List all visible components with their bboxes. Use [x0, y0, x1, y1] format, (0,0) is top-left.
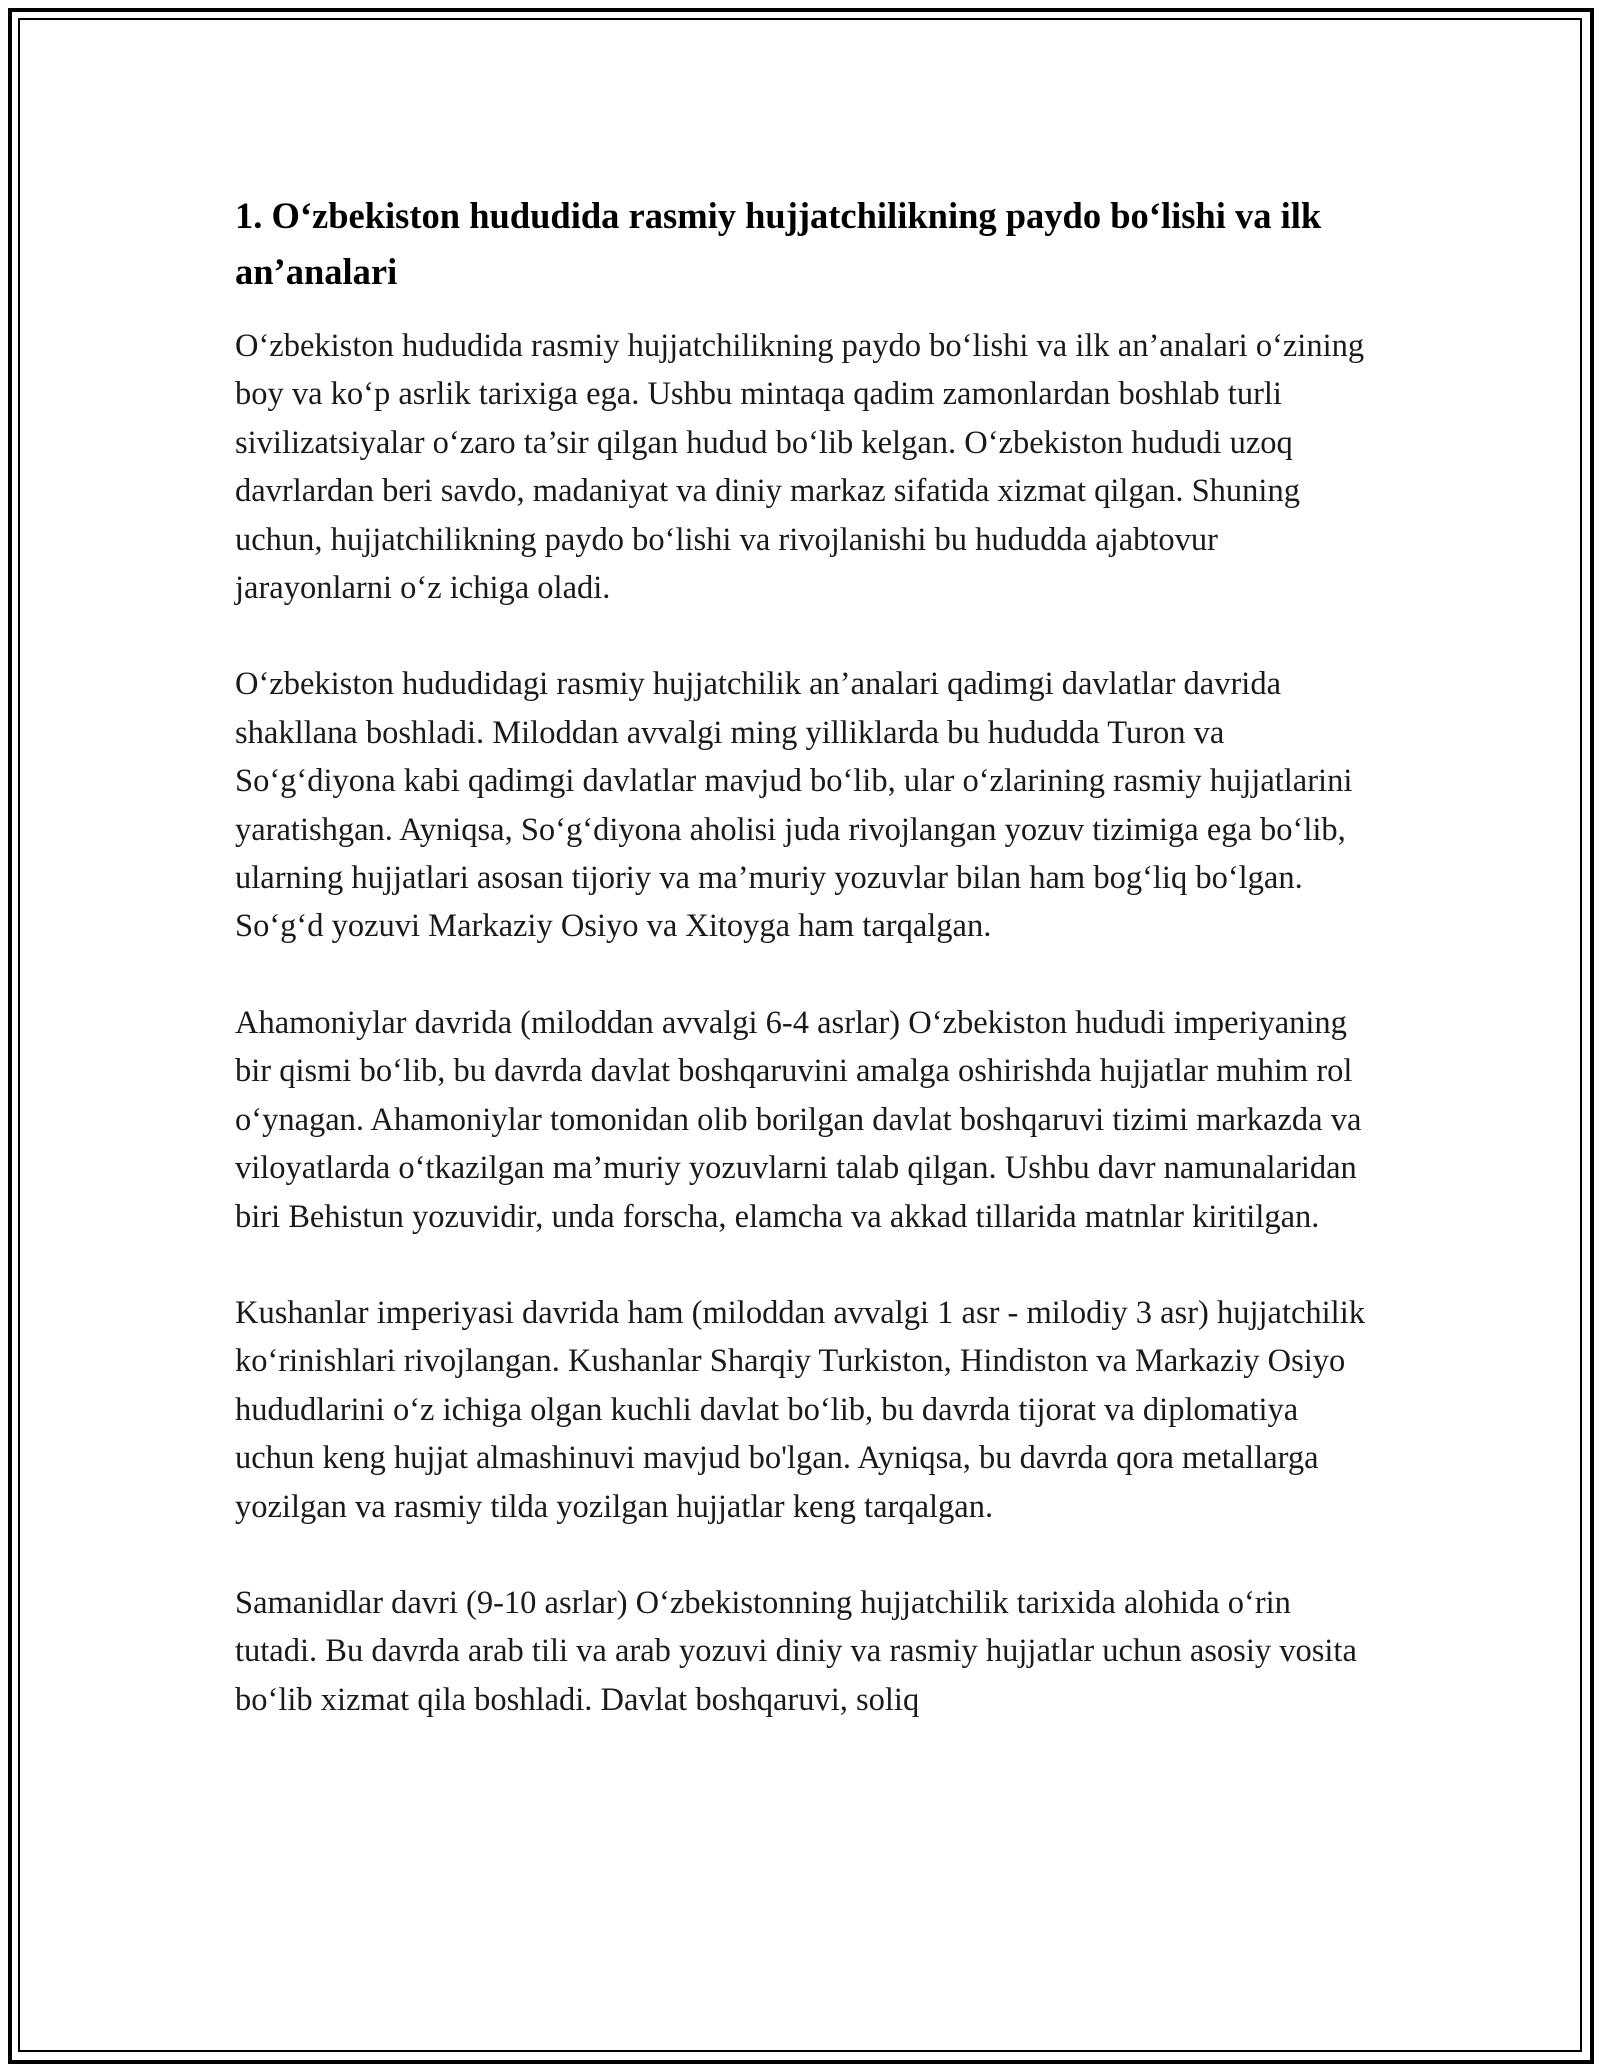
section-heading: 1. O‘zbekiston hududida rasmiy hujjatchilikning paydo bo‘lishi va ilk an’analari	[235, 195, 1322, 292]
document-body	[235, 188, 1370, 1724]
paragraph-1: O‘zbekiston hududida rasmiy hujjatchilikning paydo bo‘lishi va ilk an’analari o‘zining boy va ko‘p asrlik tarixiga ega. Ushbu mintaqa qadim zamonlardan boshlab turli sivilizatsiyalar o‘zaro ta’sir qilgan hudud bo‘lib kelgan. O‘zbekiston hududi uzoq davrlardan beri savdo, madaniyat va diniy markaz sifatida xizmat qilgan. Shuning uchun, hujjatchilikning paydo bo‘lishi va rivojlanishi bu hududda ajabtovur jarayonlarni o‘z ichiga oladi.	[235, 328, 1365, 607]
paragraph-2: O‘zbekiston hududidagi rasmiy hujjatchilik an’analari qadimgi davlatlar davrida shakllana boshladi. Miloddan avvalgi ming yilliklarda bu hududda Turon va So‘g‘diyona kabi qadimgi davlatlar mavjud bo‘lib, ular o‘zlarining rasmiy hujjatlarini yaratishgan. Ayniqsa, So‘g‘diyona aholisi juda rivojlangan yozuv tizimiga ega bo‘lib, ularning hujjatlari asosan tijoriy va ma’muriy yozuvlar bilan ham bog‘liq bo‘lgan. So‘g‘d yozuvi Markaziy Osiyo va Xitoyga ham tarqalgan.	[235, 666, 1353, 945]
paragraph-3: Ahamoniylar davrida (miloddan avvalgi 6-4 asrlar) O‘zbekiston hududi imperiyaning bir qismi bo‘lib, bu davrda davlat boshqaruvini amalga oshirishda hujjatlar muhim rol o‘ynagan. Ahamoniylar tomonidan olib borilgan davlat boshqaruvi tizimi markazda va viloyatlarda o‘tkazilgan ma’muriy yozuvlarni talab qilgan. Ushbu davr namunalaridan biri Behistun yozuvidir, unda forscha, elamcha va akkad tillarida matnlar kiritilgan.	[235, 1004, 1362, 1235]
paragraph-5: Samanidlar davri (9-10 asrlar) O‘zbekistonning hujjatchilik tarixida alohida o‘rin tutadi. Bu davrda arab tili va arab yozuvi diniy va rasmiy hujjatlar uchun asosiy vosita bo‘lib xizmat qila boshladi. Davlat boshqaruvi, soliq	[235, 1584, 1357, 1718]
paragraph-4: Kushanlar imperiyasi davrida ham (miloddan avvalgi 1 asr - milodiy 3 asr) hujjatchilik ko‘rinishlari rivojlangan. Kushanlar Sharqiy Turkiston, Hindiston va Markaziy Osiyo hududlarini o‘z ichiga olgan kuchli davlat bo‘lib, bu davrda tijorat va diplomatiya uchun keng hujjat almashinuvi mavjud bo'lgan. Ayniqsa, bu davrda qora metallarga yozilgan va rasmiy tilda yozilgan hujjatlar keng tarqalgan.	[235, 1294, 1365, 1525]
